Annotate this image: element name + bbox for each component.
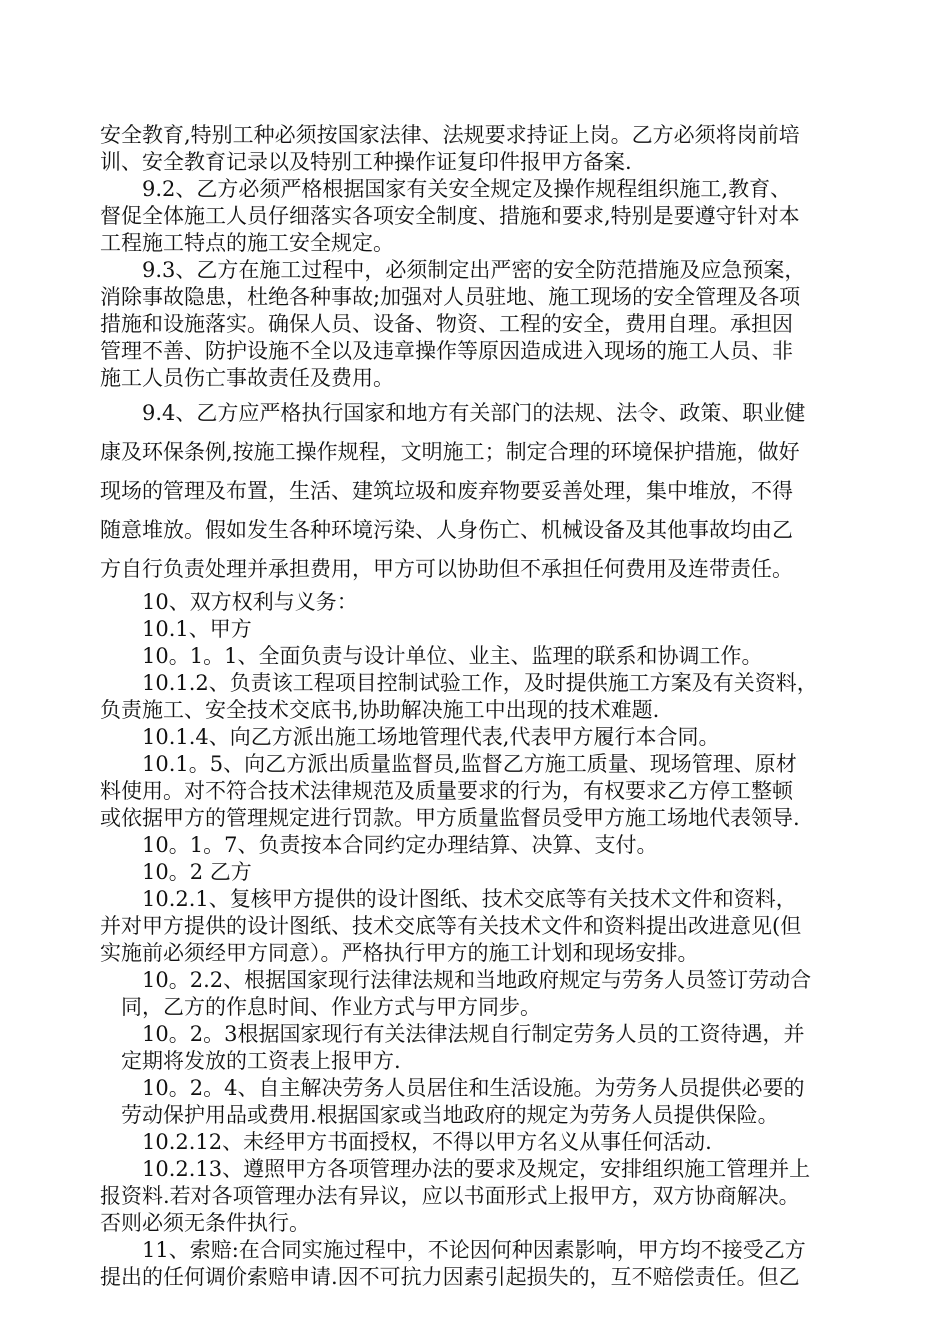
text-line: 10.1.2、负责该工程项目控制试验工作，及时提供施工方案及有关资料， <box>100 671 818 695</box>
text-line: 康及环保条例,按施工操作规程，文明施工；制定合理的环境保护措施，做好 <box>100 440 800 464</box>
text-line: 工程施工特点的施工安全规定。 <box>100 231 394 255</box>
text-line: 现场的管理及布置，生活、建筑垃圾和废弃物要妥善处理，集中堆放，不得 <box>100 479 793 503</box>
text-line: 11、索赔:在合同实施过程中，不论因何种因素影响，甲方均不接受乙方 <box>100 1238 806 1262</box>
text-line: 10。2。3根据国家现行有关法律法规自行制定劳务人员的工资待遇，并 <box>100 1022 805 1046</box>
text-line: 并对甲方提供的设计图纸、技术交底等有关技术文件和资料提出改进意见(但 <box>100 914 802 938</box>
text-line: 否则必须无条件执行。 <box>100 1211 310 1235</box>
text-line: 10.1。5、向乙方派出质量监督员,监督乙方施工质量、现场管理、原材 <box>100 752 797 776</box>
text-line: 10。2 乙方 <box>100 860 252 884</box>
text-line: 劳动保护用品或费用.根据国家或当地政府的规定为劳务人员提供保险。 <box>100 1103 779 1127</box>
text-line: 同，乙方的作息时间、作业方式与甲方同步。 <box>100 995 541 1019</box>
text-line: 10.1.4、向乙方派出施工场地管理代表,代表甲方履行本合同。 <box>100 725 720 749</box>
text-line: 措施和设施落实。确保人员、设备、物资、工程的安全，费用自理。承担因 <box>100 312 793 336</box>
text-line: 10、双方权利与义务： <box>100 590 358 614</box>
text-line: 9.3、乙方在施工过程中，必须制定出严密的安全防范措施及应急预案， <box>100 258 806 282</box>
text-line: 报资料.若对各项管理办法有异议，应以书面形式上报甲方，双方协商解决。 <box>100 1184 800 1208</box>
text-line: 督促全体施工人员仔细落实各项安全制度、措施和要求,特别是要遵守针对本 <box>100 204 800 228</box>
text-line: 训、安全教育记录以及特别工种操作证复印件报甲方备案. <box>100 150 632 174</box>
text-line: 9.4、乙方应严格执行国家和地方有关部门的法规、法令、政策、职业健 <box>100 401 806 425</box>
text-line: 负责施工、安全技术交底书,协助解决施工中出现的技术难题. <box>100 698 660 722</box>
document-page <box>100 122 852 1291</box>
text-line: 10.2.1、复核甲方提供的设计图纸、技术交底等有关技术文件和资料， <box>100 887 797 911</box>
text-line: 方自行负责处理并承担费用，甲方可以协助但不承担任何费用及连带责任。 <box>100 557 793 581</box>
text-line: 施工人员伤亡事故责任及费用。 <box>100 366 394 390</box>
text-line: 10.2.13、遵照甲方各项管理办法的要求及规定，安排组织施工管理并上 <box>100 1157 811 1181</box>
text-line: 10.2.12、未经甲方书面授权，不得以甲方名义从事任何活动. <box>100 1130 712 1154</box>
text-line: 9.2、乙方必须严格根据国家有关安全规定及操作规程组织施工,教育、 <box>100 177 792 201</box>
text-line: 10.1、甲方 <box>100 617 252 641</box>
text-line: 管理不善、防护设施不全以及违章操作等原因造成进入现场的施工人员、非 <box>100 339 793 363</box>
text-line: 提出的任何调价索赔申请.因不可抗力因素引起损失的，互不赔偿责任。但乙 <box>100 1265 800 1289</box>
text-line: 料使用。对不符合技术法律规范及质量要求的行为，有权要求乙方停工整顿 <box>100 779 793 803</box>
text-line: 消除事故隐患，杜绝各种事故;加强对人员驻地、施工现场的安全管理及各项 <box>100 285 801 309</box>
text-line: 随意堆放。假如发生各种环境污染、人身伤亡、机械设备及其他事故均由乙 <box>100 518 793 542</box>
text-line: 安全教育,特别工种必须按国家法律、法规要求持证上岗。乙方必须将岗前培 <box>100 123 800 147</box>
text-line: 定期将发放的工资表上报甲方. <box>100 1049 401 1073</box>
text-line: 或依据甲方的管理规定进行罚款。甲方质量监督员受甲方施工场地代表领导. <box>100 806 800 830</box>
text-line: 10。1。1、全面负责与设计单位、业主、监理的联系和协调工作。 <box>100 644 763 668</box>
text-line: 10。2.2、根据国家现行法律法规和当地政府规定与劳务人员签订劳动合 <box>100 968 812 992</box>
text-line: 10。1。7、负责按本合同约定办理结算、决算、支付。 <box>100 833 658 857</box>
text-line: 10。2。4、自主解决劳务人员居住和生活设施。为劳务人员提供必要的 <box>100 1076 805 1100</box>
text-line: 实施前必须经甲方同意）。严格执行甲方的施工计划和现场安排。 <box>100 941 699 965</box>
